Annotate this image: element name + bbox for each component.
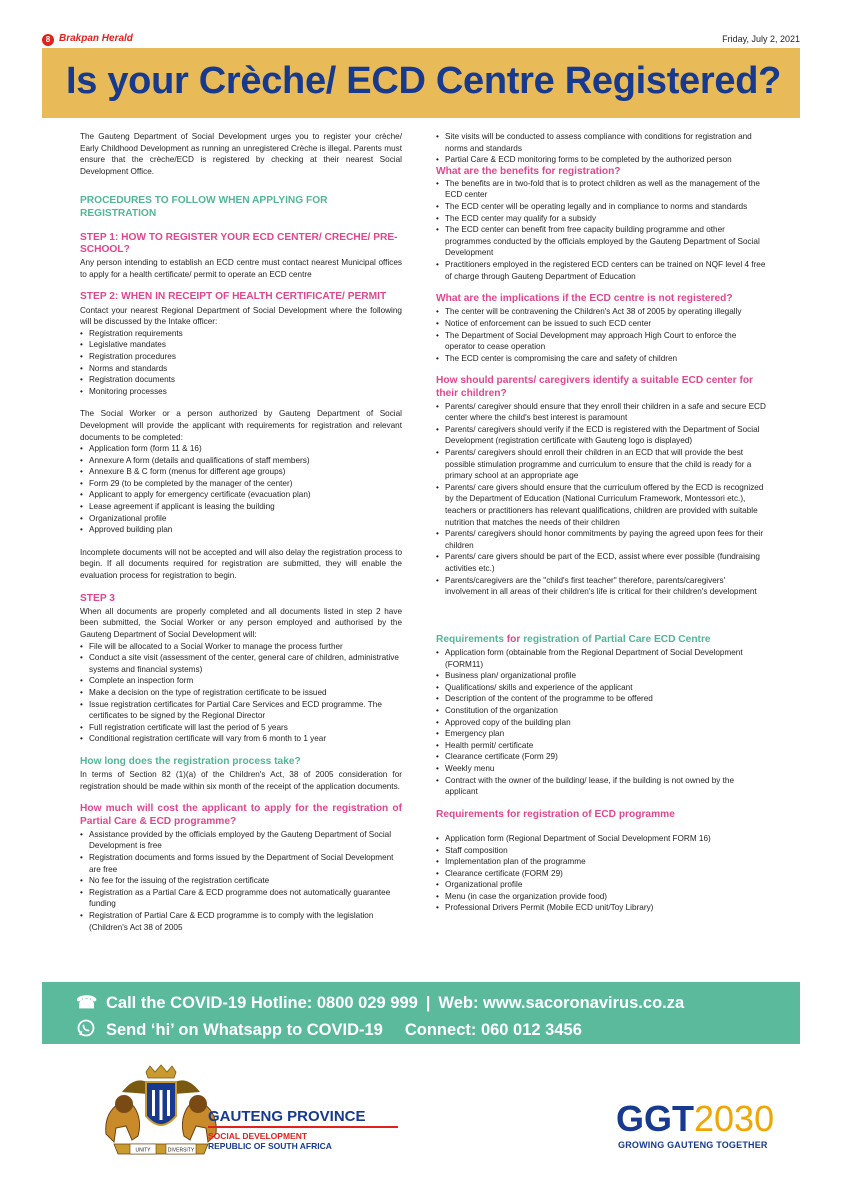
page-header — [42, 33, 800, 47]
partial-care-heading-a: Requirements — [436, 633, 507, 645]
list-item: • Complete an inspection form — [80, 675, 402, 687]
department-name: SOCIAL DEVELOPMENT — [208, 1131, 308, 1141]
list-item: • Application form (Regional Department of Social Development FORM 16) — [436, 833, 768, 845]
phone-icon: ☎ — [76, 993, 98, 1012]
list-item: • The ECD center may qualify for a subsidy — [436, 213, 768, 225]
list-item: • Business plan/ organizational profile — [436, 670, 768, 682]
list-item: • Menu (in case the organization provide food) — [436, 891, 768, 903]
ggt-tagline: GROWING GAUTENG TOGETHER — [618, 1140, 768, 1150]
list-item: • Registration documents — [80, 374, 402, 386]
list-item: • Registration requirements — [80, 328, 402, 340]
ggt2030-logo — [616, 1100, 774, 1138]
whatsapp-icon — [76, 1019, 96, 1040]
list-item: • Application form (obtainable from the Regional Department of Social Development (FORM11) — [436, 647, 768, 670]
list-item: • Notice of enforcement can be issued to such ECD center — [436, 318, 768, 330]
ggt-logo-a: GGT — [616, 1098, 694, 1139]
crest-scroll-right: DIVERSITY — [167, 1147, 195, 1154]
list-item: • Make a decision on the type of registration certificate to be issued — [80, 687, 402, 699]
page-number: 8 — [42, 34, 54, 46]
list-item: • Description of the content of the programme to be offered — [436, 693, 768, 705]
list-item: • Practitioners employed in the registered ECD centers can be trained on NQF level 4 free of charge through Gauteng Department of Education — [436, 259, 768, 282]
step1-heading: STEP 1: HOW TO REGISTER YOUR ECD CENTER/ CRECHE/ PRE-SCHOOL? — [80, 231, 398, 255]
covid-whatsapp-line — [76, 1019, 582, 1040]
step1-text: Any person intending to establish an ECD centre must contact nearest Municipal offices to apply for a health certificate/ permit to operate an ECD centre — [80, 258, 402, 279]
list-item: • Norms and standards — [80, 363, 402, 375]
list-item: • Clearance certificate (FORM 29) — [436, 868, 768, 880]
cost-heading: How much will cost the applicant to apply for the registration of Partial Care & ECD programme? — [80, 803, 402, 827]
partial-care-heading — [436, 634, 768, 646]
list-item: • Full registration certificate will last the period of 5 years — [80, 722, 402, 734]
list-item: • Applicant to apply for emergency certificate (evacuation plan) — [80, 489, 402, 501]
list-item: • Staff composition — [436, 845, 768, 857]
covid-web[interactable]: Web: www.sacoronavirus.co.za — [438, 994, 685, 1012]
list-item: • Registration procedures — [80, 351, 402, 363]
ecd-programme-heading: Requirements for registration of ECD programme — [436, 808, 675, 820]
list-item: • Application form (form 11 & 16) — [80, 443, 402, 455]
list-item: • Parents/caregivers are the "child's first teacher" therefore, parents/caregivers' involvement in all areas of their children's life is critical for their children's development — [436, 575, 768, 598]
covid-banner — [42, 982, 800, 1044]
covid-hotline-line — [76, 993, 684, 1013]
list-item: • The Department of Social Development may approach High Court to enforce the operator to cease operation — [436, 330, 768, 353]
identify-heading: How should parents/ caregivers identify a suitable ECD center for their children? — [436, 375, 754, 399]
list-item: • Contract with the owner of the building/ lease, if the building is not owned by the applicant — [436, 775, 768, 798]
list-item: • Approved copy of the building plan — [436, 717, 768, 729]
how-long-heading: How long does the registration process take? — [80, 755, 301, 767]
list-item: • Organizational profile — [80, 513, 402, 525]
right-column — [436, 131, 768, 914]
list-item: • Emergency plan — [436, 728, 768, 740]
list-item: • Conduct a site visit (assessment of the center, general care of children, administrative systems and financial systems) — [80, 652, 402, 675]
procedures-heading: PROCEDURES TO FOLLOW WHEN APPLYING FOR REGISTRATION — [80, 195, 328, 219]
issue-date: Friday, July 2, 2021 — [722, 34, 800, 44]
list-item: • Implementation plan of the programme — [436, 856, 768, 868]
covid-separator: | — [425, 994, 431, 1012]
province-name: GAUTENG PROVINCE — [208, 1108, 366, 1125]
benefits-heading: What are the benefits for registration? — [436, 165, 621, 177]
list-item: • Registration of Partial Care & ECD programme is to comply with the legislation (Children's Act 38 of 2005 — [80, 910, 402, 933]
implications-list — [436, 306, 768, 364]
crest-scroll-left: UNITY — [135, 1147, 151, 1154]
list-item: • Organizational profile — [436, 879, 768, 891]
list-item: • Parents/ caregivers should enroll their children in an ECD that will provide the best possible stimulation programme and curriculum to ensure that the child is ready for a primary school at an appropriate age — [436, 447, 768, 482]
benefits-list — [436, 178, 768, 282]
step2-text: Contact your nearest Regional Department of Social Development where the following will be discussed by the Intake officer: — [80, 305, 402, 327]
list-item: • Registration documents and forms issued by the Department of Social Development are free — [80, 852, 402, 875]
list-item: • Annexure A form (details and qualifications of staff members) — [80, 455, 402, 467]
title-banner — [42, 48, 800, 118]
ggt-logo-b: 2030 — [694, 1098, 775, 1139]
step3-list — [80, 641, 402, 745]
incomplete-text: Incomplete documents will not be accepted and will also delay the registration process to begin. If all documents required for registration are submitted, they will enable the evaluation process for registration to begin. — [80, 547, 402, 581]
list-item: • Monitoring processes — [80, 386, 402, 398]
page-title: Is your Crèche/ ECD Centre Registered? — [66, 60, 782, 102]
list-item: • Legislative mandates — [80, 339, 402, 351]
implications-heading: What are the implications if the ECD centre is not registered? — [436, 293, 733, 305]
covid-whatsapp[interactable]: Send ‘hi’ on Whatsapp to COVID-19 — [106, 1021, 383, 1039]
list-item: • Constitution of the organization — [436, 705, 768, 717]
list-item: • Health permit/ certificate — [436, 740, 768, 752]
list-item: • Annexure B & C form (menus for different age groups) — [80, 466, 402, 478]
partial-care-list — [436, 647, 768, 798]
list-item: • Parents/ caregivers should honor commitments by paying the agreed upon fees for their children — [436, 528, 768, 551]
country-name: REPUBLIC OF SOUTH AFRICA — [208, 1141, 332, 1151]
list-item: • Site visits will be conducted to assess compliance with conditions for registration and norms and standards — [436, 131, 768, 154]
list-item: • Approved building plan — [80, 524, 402, 536]
ecd-programme-list — [436, 833, 768, 914]
partial-care-heading-c: registration of Partial Care ECD Centre — [520, 633, 711, 645]
list-item: • Weekly menu — [436, 763, 768, 775]
list-item: • The ECD center can benefit from free capacity building programme and other programmes conducted by the officials employed by the Gauteng Department of Social Development — [436, 224, 768, 259]
list-item: • Conditional registration certificate will vary from 6 month to 1 year — [80, 733, 402, 745]
list-item: • No fee for the issuing of the registration certificate — [80, 875, 402, 887]
list-item: • Partial Care & ECD monitoring forms to be completed by the authorized person — [436, 154, 768, 166]
intro-paragraph: The Gauteng Department of Social Development urges you to register your crèche/ Early Childhood Development as running an unregistered Crèche is illegal. Parents must ensure that the crèche/ECD is registered by checking at their nearest Social Development Office. — [80, 132, 402, 176]
list-item: • Parents/ caregiver should ensure that they enroll their children in a safe and secure ECD center where the child's best interest is paramount — [436, 401, 768, 424]
step3-heading: STEP 3 — [80, 592, 115, 604]
step3-text: When all documents are properly completed and all documents listed in step 2 have been submitted, the Social Worker or any person employed and authorised by the Gauteng Department of Social Development will: — [80, 606, 402, 640]
list-item: • Clearance certificate (Form 29) — [436, 751, 768, 763]
publication-name: Brakpan Herald — [59, 33, 133, 44]
documents-list — [80, 443, 402, 536]
footer — [42, 1060, 800, 1170]
top-list — [436, 131, 768, 166]
list-item: • Professional Drivers Permit (Mobile ECD unit/Toy Library) — [436, 902, 768, 914]
list-item: • Registration as a Partial Care & ECD programme does not automatically guarantee funding — [80, 887, 402, 910]
list-item: • Qualifications/ skills and experience of the applicant — [436, 682, 768, 694]
list-item: • Assistance provided by the officials employed by the Gauteng Department of Social Development is free — [80, 829, 402, 852]
list-item: • Issue registration certificates for Partial Care Services and ECD programme. The certificates to be signed by the Regional Director — [80, 699, 402, 722]
list-item: • Parents/ caregivers should verify if the ECD is registered with the Department of Social Development (registration certificate with Gauteng logo is displayed) — [436, 424, 768, 447]
province-divider — [208, 1126, 398, 1128]
step2-list — [80, 328, 402, 398]
list-item: • Form 29 (to be completed by the manager of the center) — [80, 478, 402, 490]
list-item: • The benefits are in two-fold that is to protect children as well as the management of the ECD center — [436, 178, 768, 201]
social-worker-text: The Social Worker or a person authorized by Gauteng Department of Social Development will provide the applicant with requirements for registration and relevant documents to be completed: — [80, 409, 402, 442]
covid-hotline[interactable]: Call the COVID-19 Hotline: 0800 029 999 — [106, 994, 418, 1012]
identify-list — [436, 401, 768, 598]
list-item: • Parents/ care givers should be part of the ECD, assist where ever possible (fundraising activities etc.) — [436, 551, 768, 574]
cost-list — [80, 829, 402, 933]
list-item: • Lease agreement if applicant is leasing the building — [80, 501, 402, 513]
list-item: • The ECD center will be operating legally and in compliance to norms and standards — [436, 201, 768, 213]
list-item: • The ECD center is compromising the care and safety of children — [436, 353, 768, 365]
covid-connect[interactable]: Connect: 060 012 3456 — [404, 1021, 582, 1039]
list-item: • The center will be contravening the Children's Act 38 of 2005 by operating illegally — [436, 306, 768, 318]
step2-heading: STEP 2: WHEN IN RECEIPT OF HEALTH CERTIFICATE/ PERMIT — [80, 291, 387, 303]
list-item: • Parents/ care givers should ensure that the curriculum offered by the ECD is recognized by the Department of Education (National Curriculum Framework, Montessori etc.), teachers or practitioners has relevant qualifications, children are provided with suitable nutrition that matches the needs of their children — [436, 482, 768, 528]
list-item: • File will be allocated to a Social Worker to manage the process further — [80, 641, 402, 653]
how-long-text: In terms of Section 82 (1)(a) of the Children's Act, 38 of 2005 consideration for registration should be made within six month of the receipt of the application documents. — [80, 770, 402, 791]
partial-care-heading-b: for — [506, 633, 521, 645]
left-column — [80, 131, 402, 933]
